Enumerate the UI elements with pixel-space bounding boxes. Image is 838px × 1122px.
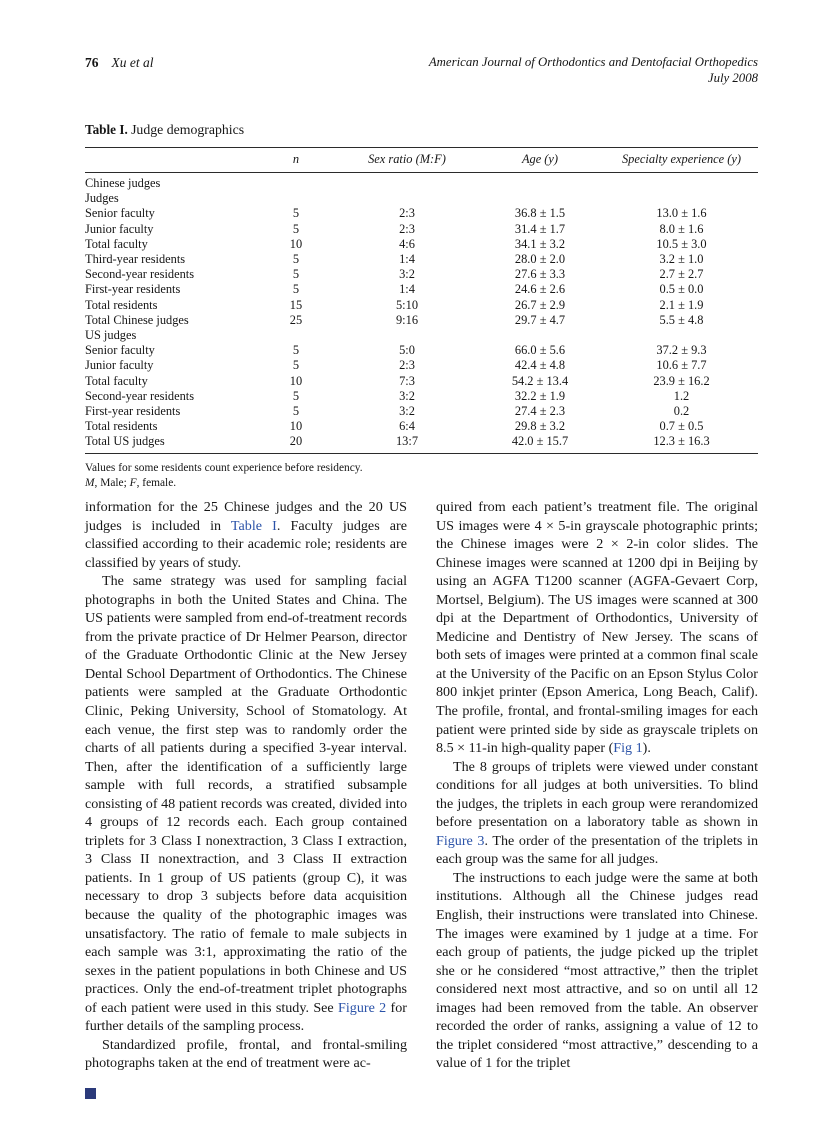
journal-title: American Journal of Orthodontics and Dentofacial Orthopedics [428, 55, 758, 69]
cell [339, 173, 475, 192]
cell: 37.2 ± 9.3 [656, 343, 707, 358]
body-text [85, 498, 758, 1073]
cross-reference-link[interactable]: Fig 1 [613, 740, 643, 757]
table-row [85, 434, 758, 453]
text-run: The same strategy was used for sampling facial photographs in both the United States and China. The US patients were sampled from end-of-treatment records from the private practice of Dr Helmer Pearson, director of the Graduate Orthodontic Clinic at the New Jersey Dental School Department of Orthodontics. The Chinese patients were sampled at the Graduate Orthodontic Clinic, Peking University, School of Stomatology. At each venue, the first step was to randomly order the charts of all patients during a specified 3-year interval. Then, after the identification of a sufficiently large sample with full records, a stratified subsample consisting of 48 patient records was created, divided into 4 groups of 12 records each. Each group contained triplets for 3 Class I nonextraction, 3 Class I extraction, 3 Class II nonextraction, and 3 Class II extraction patients. In 1 group of US patients (group C), it was necessary to drop 3 subjects before data acquisition because the quality of the photographic images was unsatisfactory. The ratio of female to male subjects in each sample was 3:1, approximating the ratio of the sexes in the patient populations in both Chinese and US practices. Only the end-of-treatment triplet photographs of each patient were used in this study. See [85, 573, 407, 1016]
paragraph [85, 498, 407, 572]
row-label: Total faculty [85, 373, 148, 388]
cell: 23.9 ± 16.2 [653, 373, 710, 388]
running-head [85, 55, 758, 86]
text-run: quired from each patient’s treatment file. The original US images were 4 × 5-in grayscale photographic prints; the Chinese images were 2 × 2-in color slides. The Chinese images were scanned at 1200 dpi in Beijing by using an AGFA T1200 scanner (AGFA-Gevaert Corp, Mortsel, Belgium). The US images were scanned at 300 dpi at the Department of Orthodontics, University of Medicine and Dentistry of New Jersey. The scans of both sets of images were printed at a common final scale at the University of the Pacific on an Epson Stylus Color 800 inkjet printer (Epson America, Long Beach, Calif). The profile, frontal, and frontal-smiling images for each patient were printed side by side as grayscale triplets on 8.5 × 11-in high-quality paper ( [436, 499, 758, 757]
cell [475, 328, 605, 343]
row-label: Third-year residents [85, 252, 186, 267]
cell: 42.0 ± 15.7 [511, 434, 569, 449]
table-footnotes [85, 461, 758, 491]
table-row [85, 328, 758, 343]
cell: 5 [292, 252, 300, 267]
cell: 36.8 ± 1.5 [514, 206, 566, 221]
cell: 10.5 ± 3.0 [656, 236, 707, 251]
running-head-right [429, 55, 758, 86]
text-run: The 8 groups of triplets were viewed under constant conditions for all judges at both universities. To blind the judges, the triplets in each group were rerandomized before presentation on a laboratory table as shown in [436, 758, 758, 831]
cell: 3:2 [399, 388, 415, 403]
table-row [85, 374, 758, 389]
text-run: F [129, 476, 137, 489]
cell: 29.8 ± 3.2 [514, 419, 566, 434]
text-run: , Male; [94, 476, 130, 489]
cell [253, 191, 339, 206]
cell: 0.2 [673, 404, 690, 419]
text-run: Standardized profile, frontal, and frontal-smiling photographs taken at the end of treatment were ac- [85, 1036, 407, 1072]
cell: 3:2 [399, 267, 415, 282]
row-label: Total Chinese judges [85, 312, 189, 327]
cell: 2.7 ± 2.7 [659, 267, 704, 282]
cell: 12.3 ± 16.3 [653, 434, 710, 449]
cell [475, 191, 605, 206]
row-label: Senior faculty [85, 206, 155, 221]
cell: 15 [289, 297, 303, 312]
row-label: Chinese judges [85, 176, 161, 190]
cell: 66.0 ± 5.6 [514, 343, 566, 358]
cell: 5 [292, 358, 300, 373]
table-row [85, 358, 758, 373]
table-row [85, 282, 758, 297]
cell: 5 [292, 221, 300, 236]
table-row [85, 206, 758, 221]
cross-reference-link[interactable]: Table I [230, 517, 277, 534]
column-header: Specialty experience (y) [621, 152, 741, 166]
cell: 2:3 [399, 358, 415, 373]
cross-reference-link[interactable]: Figure 3 [436, 832, 485, 849]
row-label: Junior faculty [85, 221, 154, 236]
cell: 2.1 ± 1.9 [659, 297, 704, 312]
row-label: Junior faculty [85, 358, 154, 373]
cell: 28.0 ± 2.0 [514, 252, 566, 267]
cell: 20 [289, 434, 303, 449]
cell: 3.2 ± 1.0 [659, 252, 704, 267]
authors: Xu et al [111, 55, 154, 70]
text-run: Values for some residents count experience before residency. [85, 461, 363, 474]
cell: 10 [289, 236, 303, 251]
cell: 26.7 ± 2.9 [514, 297, 566, 312]
running-head-left [85, 55, 154, 71]
table-row [85, 389, 758, 404]
row-label: Judges [85, 191, 119, 206]
cell: 42.4 ± 4.8 [514, 358, 566, 373]
cell: 5.5 ± 4.8 [659, 312, 704, 327]
table-row [85, 222, 758, 237]
cell: 6:4 [399, 419, 415, 434]
cell [605, 191, 758, 206]
table-title: Judge demographics [131, 122, 245, 137]
table-row [85, 237, 758, 252]
table-row [85, 191, 758, 206]
row-label: Senior faculty [85, 343, 155, 358]
cell: 2:3 [399, 206, 415, 221]
column-header [85, 148, 253, 173]
text-run: . Faculty judges are classified according to their academic role; residents are classified by years of study. [85, 517, 407, 571]
table-section [85, 122, 758, 491]
cell [605, 328, 758, 343]
paragraph [85, 1036, 407, 1073]
column-header: Sex ratio (M:F) [368, 152, 446, 166]
table-label: Table I. [85, 122, 128, 137]
cell: 8.0 ± 1.6 [659, 221, 704, 236]
judge-demographics-table [85, 147, 758, 454]
cell: 25 [289, 312, 303, 327]
cell: 27.4 ± 2.3 [514, 404, 566, 419]
text-run: for further details of the sampling process. [85, 999, 407, 1035]
cell: 5:0 [399, 343, 415, 358]
table-row [85, 404, 758, 419]
text-run: ). [642, 740, 651, 757]
table-row [85, 173, 758, 192]
journal-issue: July 2008 [707, 70, 758, 85]
cell: 24.6 ± 2.6 [514, 282, 566, 297]
row-label: US judges [85, 328, 137, 343]
body-column-left [85, 498, 407, 1073]
cell: 2:3 [399, 221, 415, 236]
page-number: 76 [85, 55, 99, 70]
cell: 5 [292, 206, 300, 221]
cell: 31.4 ± 1.7 [514, 221, 566, 236]
cell [253, 173, 339, 192]
cross-reference-link[interactable]: Figure 2 [338, 999, 387, 1016]
cell: 29.7 ± 4.7 [514, 312, 566, 327]
cell: 1.2 [673, 388, 690, 403]
cell: 5 [292, 404, 300, 419]
cell [339, 328, 475, 343]
text-run: The instructions to each judge were the same at both institutions. Although all the Chinese judges read English, their instructions were translated into Chinese. The images were examined by 1 judge at a time. For each group of patients, the judge picked up the triplet she or he considered “most attractive,” then the triplet considered next most attractive, and so on until all 12 images had been removed from the table. An observer recorded the order of ranks, assigning a value of 12 to the triplet considered “most attractive,” descending to a value of 1 for the triplet [436, 869, 758, 1072]
cell: 13.0 ± 1.6 [656, 206, 707, 221]
cell [475, 173, 605, 192]
body-column-right [436, 498, 758, 1073]
cell: 5:10 [395, 297, 419, 312]
row-label: Second-year residents [85, 388, 195, 403]
cell: 13:7 [395, 434, 419, 449]
cell: 1:4 [399, 252, 415, 267]
table-row [85, 267, 758, 282]
row-label: Total faculty [85, 236, 148, 251]
paragraph [436, 869, 758, 1073]
cell: 9:16 [395, 312, 419, 327]
row-label: First-year residents [85, 282, 181, 297]
table-row [85, 313, 758, 328]
cell: 10 [289, 419, 303, 434]
text-run: information for the 25 Chinese judges and the 20 US judges is included in [85, 499, 407, 534]
cell: 5 [292, 267, 300, 282]
text-run: M [85, 476, 95, 489]
table-footnote [85, 461, 758, 476]
row-label: Total residents [85, 297, 158, 312]
table-row [85, 298, 758, 313]
text-run: . The order of the presentation of the triplets in each group was the same for all judges. [436, 832, 758, 868]
page-corner-mark [85, 1088, 96, 1099]
cell: 0.7 ± 0.5 [659, 419, 704, 434]
cell: 5 [292, 282, 300, 297]
text-run: , female. [136, 476, 177, 489]
table-row [85, 343, 758, 358]
paragraph [436, 758, 758, 869]
cell: 27.6 ± 3.3 [514, 267, 566, 282]
table-row [85, 252, 758, 267]
cell [339, 191, 475, 206]
cell: 32.2 ± 1.9 [514, 388, 566, 403]
cell: 7:3 [399, 373, 415, 388]
cell: 5 [292, 388, 300, 403]
cell: 1:4 [399, 282, 415, 297]
cell: 0.5 ± 0.0 [659, 282, 704, 297]
row-label: First-year residents [85, 404, 181, 419]
cell: 4:6 [399, 236, 415, 251]
cell: 10 [289, 373, 303, 388]
cell: 5 [292, 343, 300, 358]
row-label: Total residents [85, 419, 158, 434]
cell: 34.1 ± 3.2 [514, 236, 566, 251]
table-footnote [85, 476, 758, 491]
column-header: n [292, 152, 300, 166]
table-row [85, 419, 758, 434]
paragraph [436, 498, 758, 758]
cell: 54.2 ± 13.4 [511, 373, 569, 388]
row-label: Total US judges [85, 434, 165, 449]
column-header: Age (y) [521, 152, 559, 166]
table-header-row [85, 148, 758, 173]
cell: 10.6 ± 7.7 [656, 358, 707, 373]
row-label: Second-year residents [85, 267, 195, 282]
cell: 3:2 [399, 404, 415, 419]
paragraph [85, 572, 407, 1036]
cell [253, 328, 339, 343]
table-caption [85, 122, 758, 138]
cell [605, 173, 758, 192]
